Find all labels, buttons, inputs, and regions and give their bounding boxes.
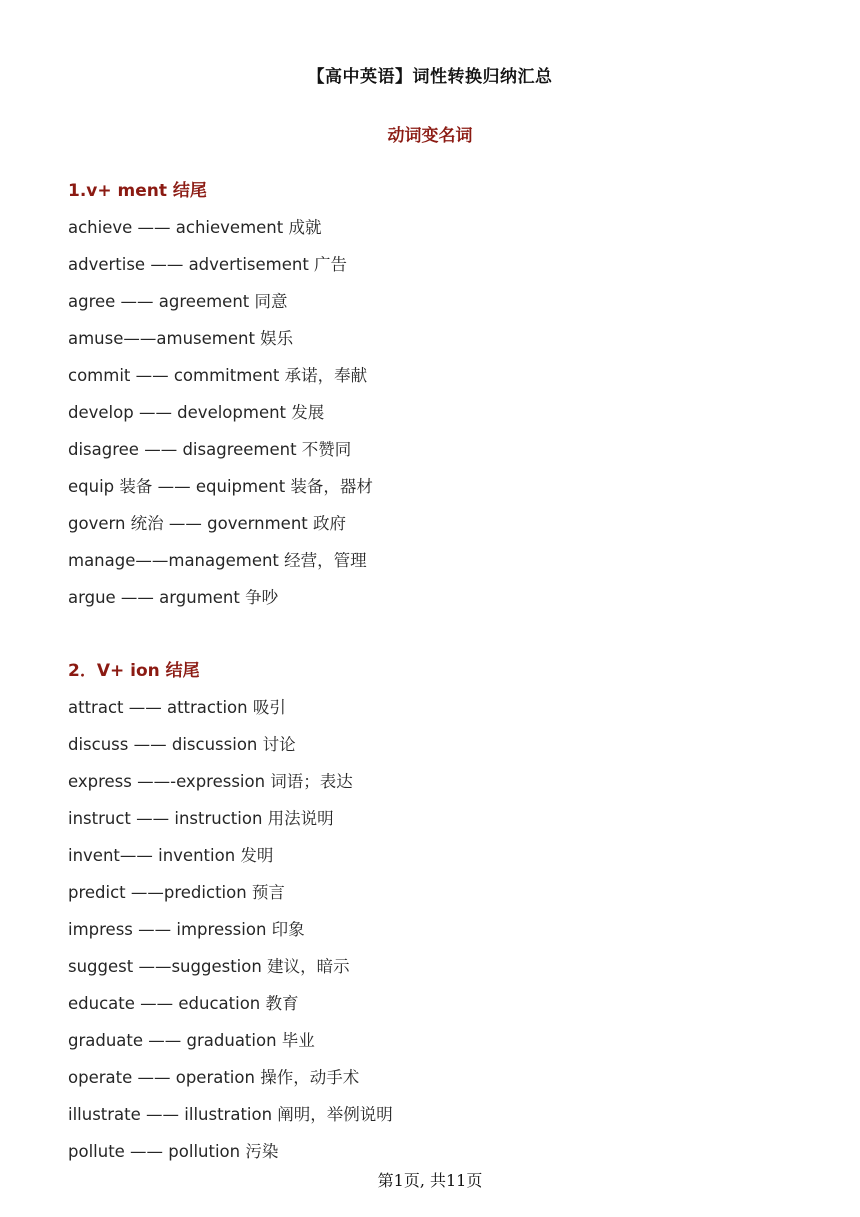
section-ment (68, 177, 788, 621)
word-entry: invent—— invention 发明 (68, 846, 274, 865)
section-heading: 1.v+ ment 结尾 (68, 181, 207, 201)
word-entry: educate —— education 教育 (68, 994, 299, 1013)
word-entry: equip 装备 —— equipment 装备，器材 (68, 477, 373, 496)
word-entry: amuse——amusement 娱乐 (68, 329, 294, 348)
word-entry: attract —— attraction 吸引 (68, 698, 286, 717)
page-indicator: 第1页, 共11页 (377, 1171, 483, 1190)
word-entry: suggest ——suggestion 建议，暗示 (68, 957, 350, 976)
word-entry: instruct —— instruction 用法说明 (68, 809, 334, 828)
word-entry: illustrate —— illustration 阐明，举例说明 (68, 1105, 393, 1124)
word-entry: discuss —— discussion 讨论 (68, 735, 296, 754)
word-entry: develop —— development 发展 (68, 403, 325, 422)
word-entry: agree —— agreement 同意 (68, 292, 288, 311)
word-entry: govern 统治 —— government 政府 (68, 514, 347, 533)
word-entry: impress —— impression 印象 (68, 920, 305, 939)
word-entry: argue —— argument 争吵 (68, 588, 279, 607)
section-heading: 2．V+ ion 结尾 (68, 661, 200, 681)
document-title: 【高中英语】词性转换归纳汇总 (307, 67, 553, 87)
word-entry: graduate —— graduation 毕业 (68, 1031, 315, 1050)
word-entry: achieve —— achievement 成就 (68, 218, 322, 237)
word-entry: commit —— commitment 承诺，奉献 (68, 366, 368, 385)
word-entry: express ——-expression 词语；表达 (68, 772, 353, 791)
document-subtitle: 动词变名词 (387, 126, 473, 146)
word-entry: manage——management 经营，管理 (68, 551, 367, 570)
word-entry: disagree —— disagreement 不赞同 (68, 440, 352, 459)
word-entry: pollute —— pollution 污染 (68, 1142, 279, 1161)
word-entry: operate —— operation 操作，动手术 (68, 1068, 360, 1087)
word-entry: predict ——prediction 预言 (68, 883, 285, 902)
section-ion (68, 657, 788, 1175)
word-entry: advertise —— advertisement 广告 (68, 255, 348, 274)
